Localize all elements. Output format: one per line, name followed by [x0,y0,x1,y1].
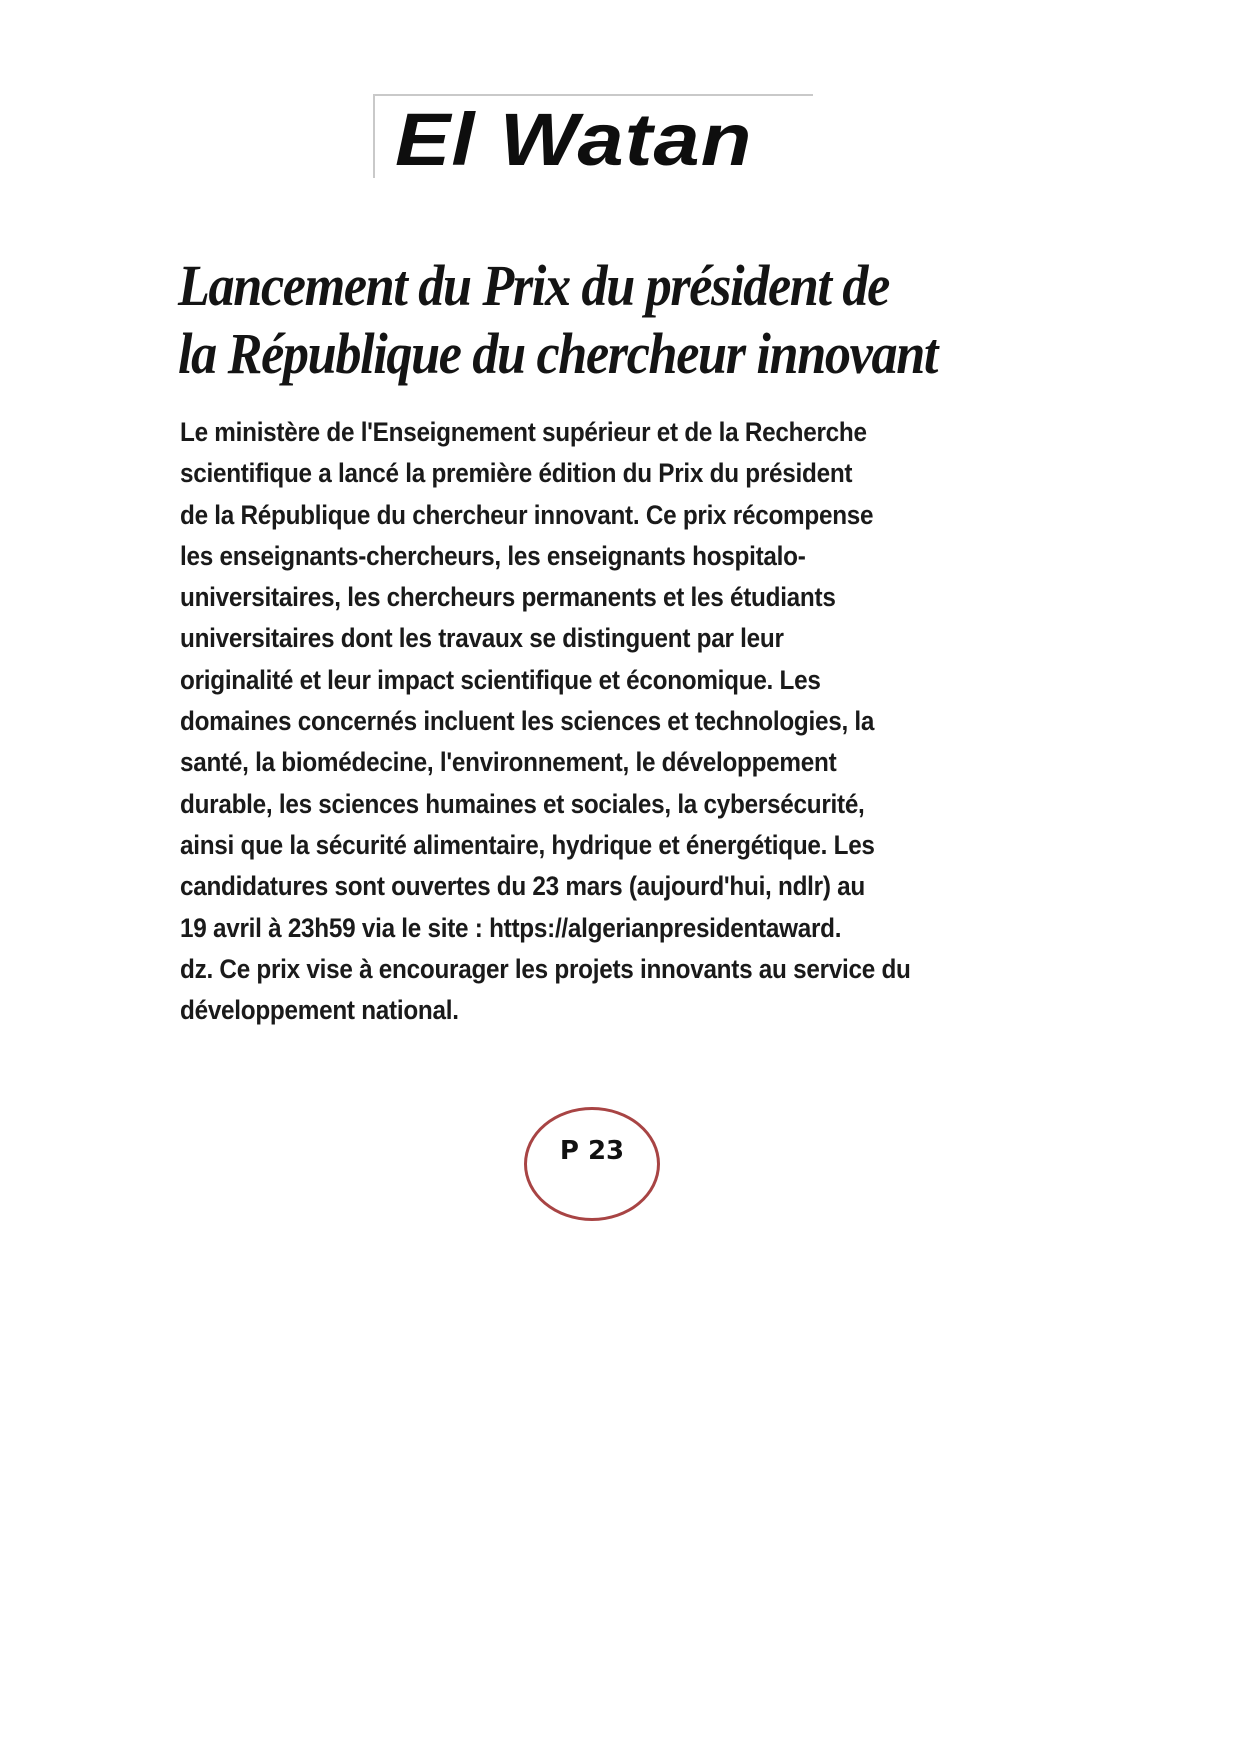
headline-line: Lancement du Prix du président de [178,253,889,318]
body-line: candidatures sont ouvertes du 23 mars (aujourd'hui, ndlr) au [180,871,865,902]
body-line: les enseignants-chercheurs, les enseignants hospitalo- [180,540,806,571]
body-line: ainsi que la sécurité alimentaire, hydrique et énergétique. Les [180,829,875,860]
body-line: originalité et leur impact scientifique et économique. Les [180,664,821,695]
body-line: développement national. [180,995,459,1026]
newspaper-masthead [373,94,813,181]
body-line: universitaires dont les travaux se distinguent par leur [180,623,784,654]
body-line: durable, les sciences humaines et sociales, la cybersécurité, [180,788,865,819]
article-headline [178,252,1038,388]
page-number-label: P 23 [559,1136,625,1166]
article-body [180,412,1010,1031]
body-line: dz. Ce prix vise à encourager les projets innovants au service du [180,953,911,984]
page-number-circle [524,1107,660,1221]
body-line: santé, la biomédecine, l'environnement, le développement [180,747,837,778]
body-line: Le ministère de l'Enseignement supérieur et de la Recherche [180,417,867,447]
body-line: 19 avril à 23h59 via le site : https://algerianpresidentaward. [180,912,842,943]
body-line: scientifique a lancé la première édition du Prix du président [180,458,853,489]
body-line: domaines concernés incluent les sciences et technologies, la [180,706,875,737]
newspaper-logo-text: El Watan [395,98,753,181]
body-line: universitaires, les chercheurs permanents et les étudiants [180,582,836,613]
headline-line: la République du chercheur innovant [178,321,938,386]
body-line: de la République du chercheur innovant. Ce prix récompense [180,499,874,530]
